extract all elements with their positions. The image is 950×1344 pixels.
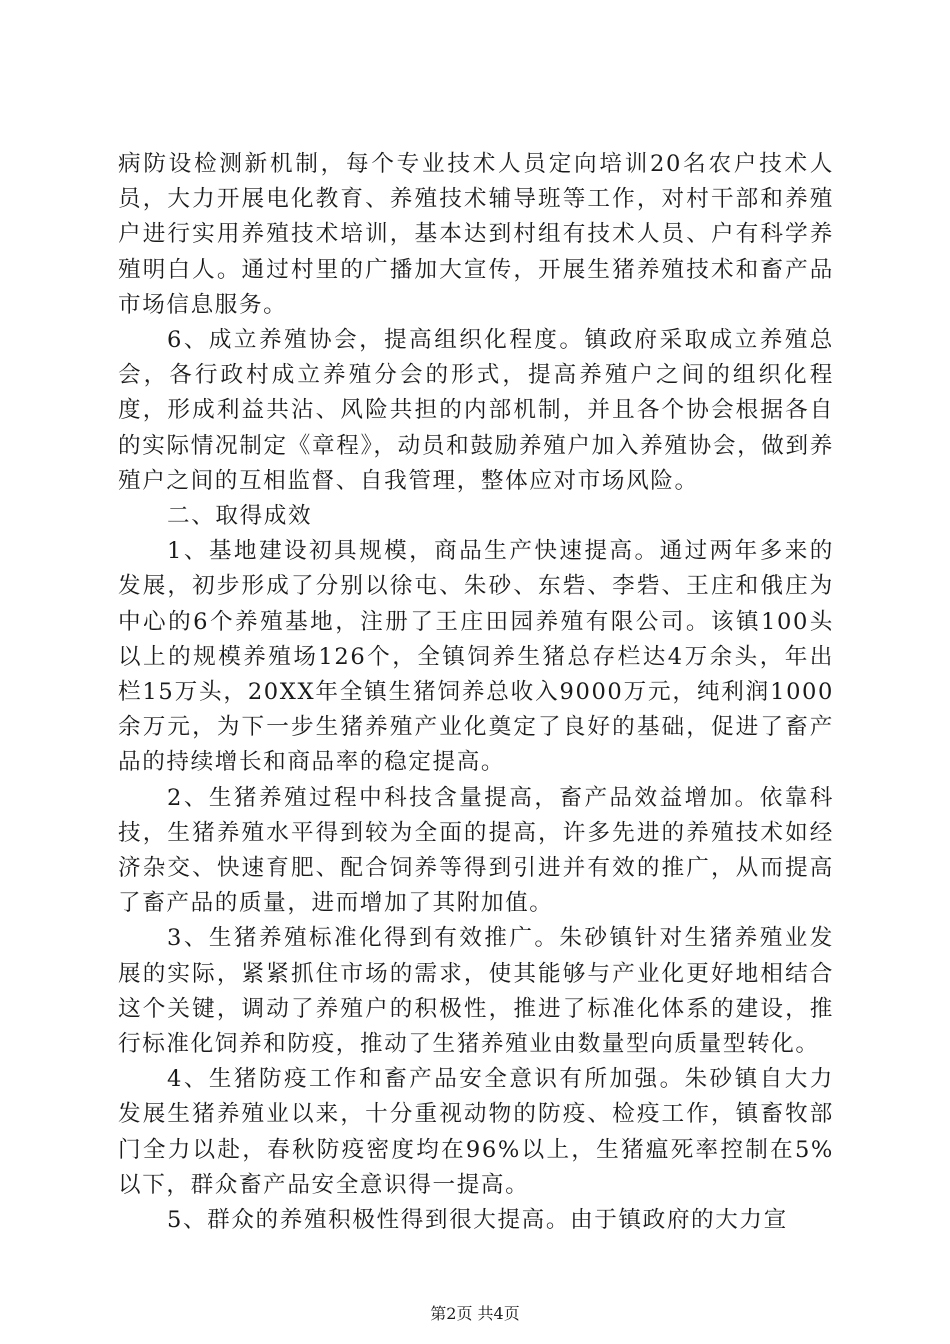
page-number-label: 第2页 共4页: [430, 1304, 520, 1323]
section-heading-results: 二、取得成效: [167, 503, 313, 530]
paragraph-result-4: 4、生猪防疫工作和畜产品安全意识有所加强。朱砂镇自大力发展生猪养殖业以来，十分重视动物的防疫、检疫工作，镇畜牧部门全力以赴，春秋防疫密度均在96%以上，生猪瘟死率控制在5%以下，群众畜产品安全意识得一提高。: [118, 1066, 834, 1198]
document-body: [118, 147, 834, 1238]
paragraph-item-6: 6、成立养殖协会，提高组织化程度。镇政府采取成立养殖总会，各行政村成立养殖分会的形式，提高养殖户之间的组织化程度，形成利益共沾、风险共担的内部机制，并且各个协会根据各自的实际情况制定《章程》，动员和鼓励养殖户加入养殖协会，做到养殖户之间的互相监督、自我管理，整体应对市场风险。: [118, 327, 834, 494]
paragraph-result-2: 2、生猪养殖过程中科技含量提高，畜产品效益增加。依靠科技，生猪养殖水平得到较为全面的提高，许多先进的养殖技术如经济杂交、快速育肥、配合饲养等得到引进并有效的推广，从而提高了畜产品的质量，进而增加了其附加值。: [118, 784, 834, 917]
paragraph-result-1: 1、基地建设初具规模，商品生产快速提高。通过两年多来的发展，初步形成了分别以徐屯、朱砂、东砦、李砦、王庄和俄庄为中心的6个养殖基地，注册了王庄田园养殖有限公司。该镇100头以上的规模养殖场126个，全镇饲养生猪总存栏达4万余头，年出栏15万头，20XX年全镇生猪饲养总收入9000万元，纯利润1000余万元，为下一步生猪养殖产业化奠定了良好的基础，促进了畜产品的持续增长和商品率的稳定提高。: [118, 538, 834, 776]
paragraph-result-5: 5、群众的养殖积极性得到很大提高。由于镇政府的大力宣: [167, 1207, 788, 1234]
page-footer: [0, 1304, 950, 1324]
paragraph-continuation: 病防设检测新机制，每个专业技术人员定向培训20名农户技术人员，大力开展电化教育、养殖技术辅导班等工作，对村干部和养殖户进行实用养殖技术培训，基本达到村组有技术人员、户有科学养殖明白人。通过村里的广播加大宣传，开展生猪养殖技术和畜产品市场信息服务。: [118, 151, 834, 318]
paragraph-result-3: 3、生猪养殖标准化得到有效推广。朱砂镇针对生猪养殖业发展的实际，紧紧抓住市场的需求，使其能够与产业化更好地相结合这个关键，调动了养殖户的积极性，推进了标准化体系的建设，推行标准化饲养和防疫，推动了生猪养殖业由数量型向质量型转化。: [118, 925, 834, 1058]
